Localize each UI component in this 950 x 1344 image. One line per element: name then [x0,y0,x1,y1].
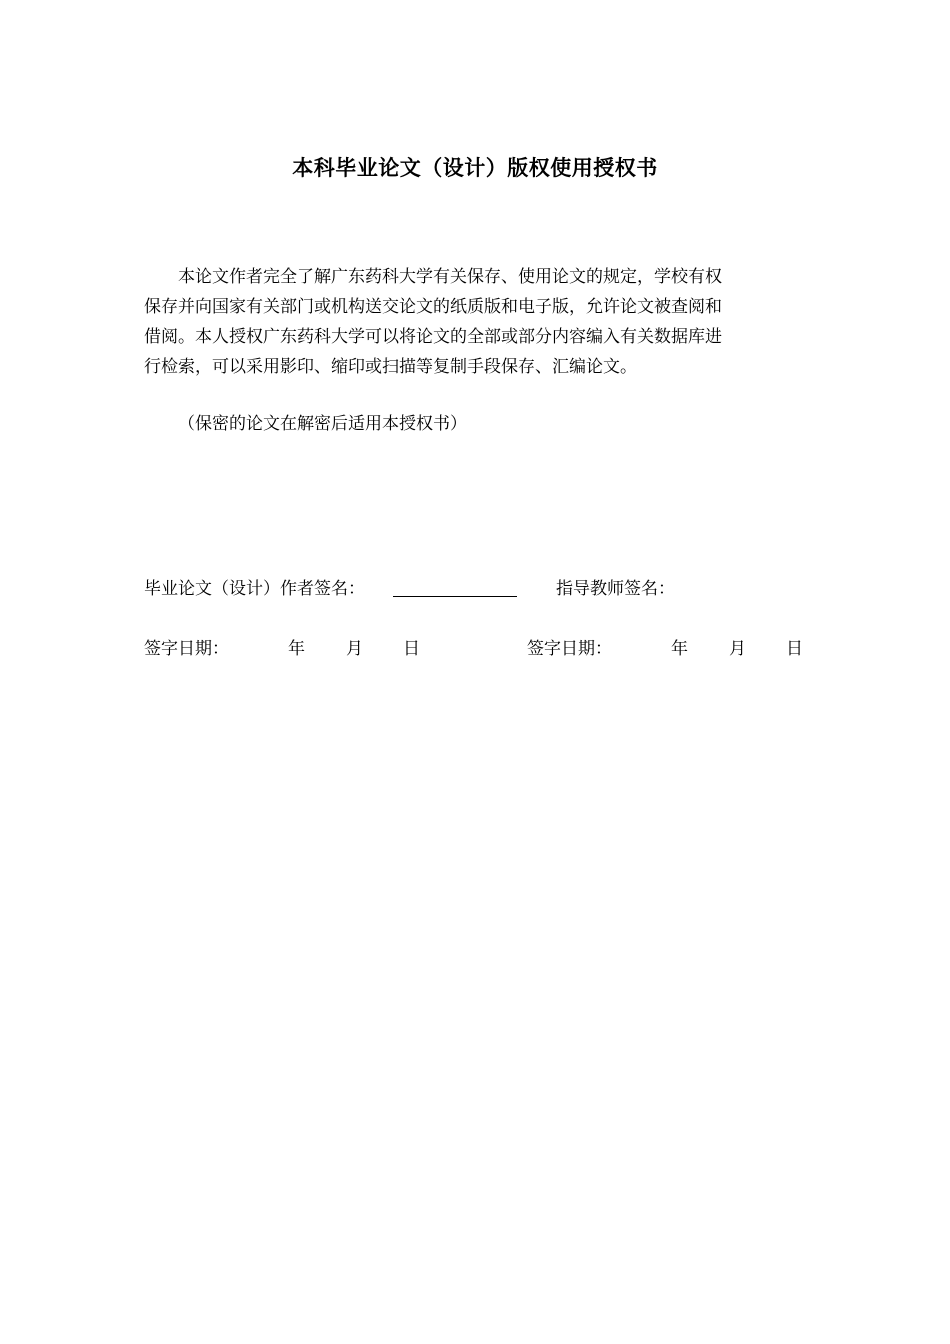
paragraph-line: 借阅。本人授权广东药科大学可以将论文的全部或部分内容编入有关数据库进 [144,327,722,347]
authorization-paragraph [144,262,808,382]
author-signature-label: 毕业论文（设计）作者签名： [144,579,365,599]
confidential-note: （保密的论文在解密后适用本授权书） [178,414,467,434]
page-title: 本科毕业论文（设计）版权使用授权书 [292,156,658,180]
advisor-date-label: 签字日期： [527,639,612,659]
advisor-date-day: 日 [786,639,803,659]
advisor-signature-label: 指导教师签名： [556,579,675,599]
advisor-date-month: 月 [729,639,746,659]
author-date-year: 年 [288,639,305,659]
paragraph-line: 行检索，可以采用影印、缩印或扫描等复制手段保存、汇编论文。 [144,357,637,377]
author-date-label: 签字日期： [144,639,229,659]
author-date-month: 月 [346,639,363,659]
author-date-day: 日 [403,639,420,659]
paragraph-line: 本论文作者完全了解广东药科大学有关保存、使用论文的规定，学校有权 [178,267,722,287]
advisor-date-year: 年 [671,639,688,659]
author-signature-line[interactable] [393,596,517,597]
paragraph-line: 保存并向国家有关部门或机构送交论文的纸质版和电子版，允许论文被查阅和 [144,297,722,317]
